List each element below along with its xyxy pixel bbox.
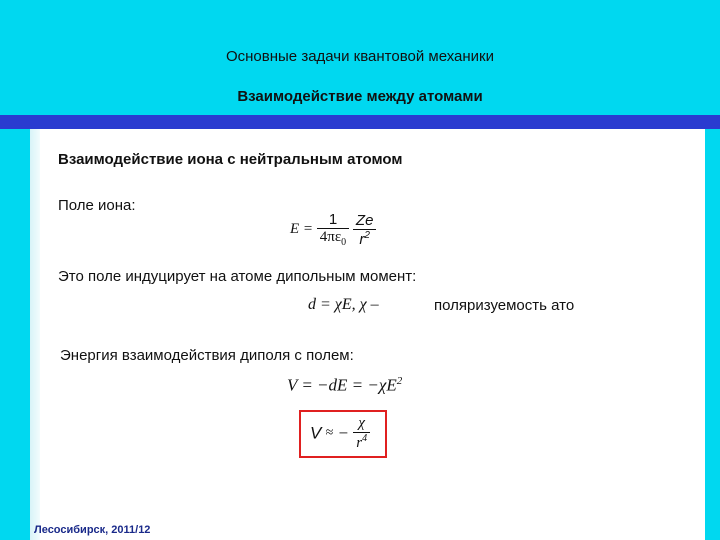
- formula-field-num2: Ze: [353, 212, 377, 230]
- formula-field-den1: 4πε: [319, 229, 342, 245]
- page-title: [0, 48, 720, 65]
- formula-energy: [287, 375, 402, 396]
- formula-field-den2: r: [359, 230, 365, 248]
- formula-field-num1: 1: [317, 211, 349, 229]
- slide-content: [40, 129, 705, 540]
- formula-field-frac2: [353, 212, 377, 248]
- section-title: Взаимодействие иона с нейтральным атомом: [58, 151, 403, 168]
- footer-text: Лесосибирск, 2011/12: [34, 524, 151, 536]
- formula-field-frac1: [317, 211, 349, 248]
- left-margin: [0, 129, 30, 540]
- formula-energy-text: V = −dE = −χE: [287, 375, 397, 395]
- formula-dipole: d = χE, χ –: [308, 296, 379, 313]
- induced-text: Это поле индуцирует на атоме дипольным момент:: [58, 268, 417, 285]
- header-divider-bar: [0, 115, 720, 129]
- right-margin: [705, 129, 720, 540]
- formula-approx-den: r: [356, 435, 363, 451]
- formula-approx-minus: −: [337, 423, 350, 443]
- formula-field-den2-sup: 2: [364, 229, 370, 241]
- formula-approx-lhs: V: [310, 423, 322, 443]
- formula-field-lhs: E =: [290, 221, 314, 237]
- polarizability-text: поляризуемость ато: [434, 297, 575, 314]
- energy-text: Энергия взаимодействия диполя с полем:: [60, 347, 354, 364]
- formula-approx-num: χ: [353, 415, 370, 433]
- formula-approx-symbol: ≈: [325, 425, 334, 441]
- page-subtitle: Взаимодействие между атомами: [237, 88, 483, 105]
- highlight-frame: [299, 410, 387, 458]
- page-title-text: Основные задачи квантовой механики: [225, 48, 494, 65]
- formula-energy-sup: 2: [396, 375, 403, 387]
- formula-field: [290, 211, 376, 248]
- left-gradient-strip: [30, 129, 40, 540]
- formula-field-den1-sub: 0: [341, 237, 347, 248]
- formula-approx-den-sup: 4: [362, 433, 368, 444]
- field-label: Поле иона:: [58, 197, 136, 214]
